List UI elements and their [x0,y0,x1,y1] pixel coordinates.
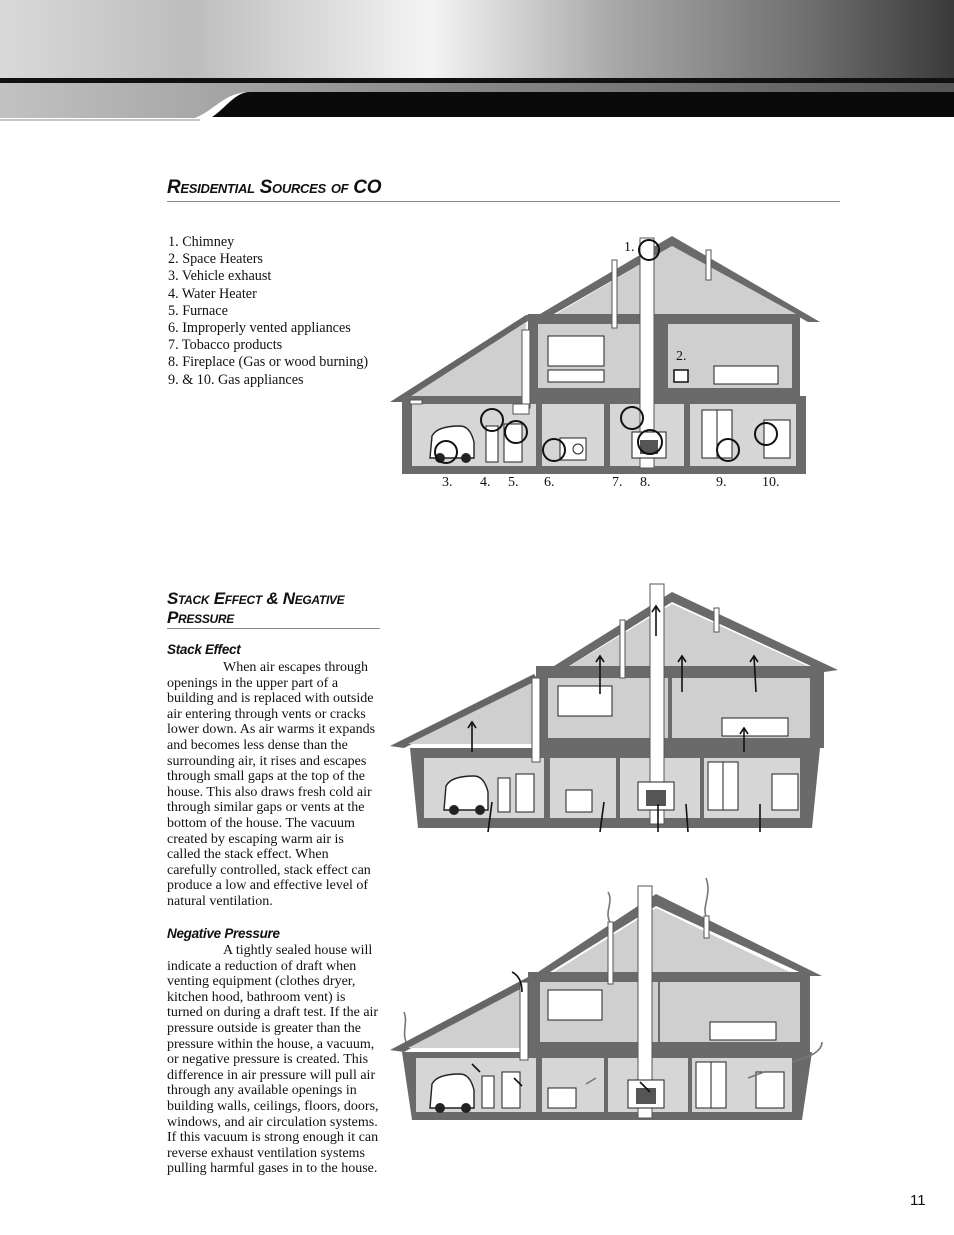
page-number: 11 [910,1192,926,1209]
list-item: 8. Fireplace (Gas or wood burning) [168,354,369,371]
callout-10: 10. [762,475,780,490]
negative-pressure-heading: Negative Pressure [167,926,280,941]
section-title-stack-effect [167,589,344,627]
negative-pressure-diagram [388,872,840,1126]
list-item: 2. Space Heaters [168,251,263,268]
stack-effect-heading: Stack Effect [167,642,241,657]
list-item: 3. Vehicle exhaust [168,268,272,285]
negative-pressure-paragraph: A tightly sealed house will indicate a reduction of draft when venting equipment (clothes dryer, kitchen hood, bathroom vent) is turned on during a draft test. If the air pressure outside is greater than the pressure within the house, a vacuum, or negative pressure is created. This difference in air pressure will pull air through any available openings in building walls, ceilings, floors, doors, windows, and air circulation systems. If this vacuum is strong enough it can reverse exhaust ventilation systems pulling harmful gases in to the house. [167,943,379,1177]
section-title-line1: Stack Effect & Negative [167,589,345,608]
section-rule [167,628,380,629]
callout-7: 7. [612,475,623,490]
header-band [0,0,954,122]
callout-1: 1. [624,240,635,255]
section-title-co-sources: Residential Sources of CO [167,177,382,198]
callout-2: 2. [676,349,687,364]
stack-effect-diagram [388,582,840,838]
callout-4: 4. [480,475,491,490]
list-item: 6. Improperly vented appliances [168,320,351,337]
house-co-sources-diagram [388,230,828,495]
section-rule [167,201,840,202]
list-item: 7. Tobacco products [168,337,283,354]
list-item: 1. Chimney [168,234,235,250]
list-item: 4. Water Heater [168,285,257,302]
co-sources-list [168,234,368,389]
stack-effect-paragraph: When air escapes through openings in the upper part of a building and is replaced with outside air entering through vents or cracks lower down. As air warms it expands and becomes less dense than the surrounding air, it rises and escapes through small gaps at the top of the house. This also draws fresh cold air through similar gaps or vents at the bottom of the house. The vacuum created by escaping warm air is called the stack effect. When carefully controlled, stack effect can produce a low and effective level of natural ventilation. [167,660,376,909]
list-item: 9. & 10. Gas appliances [168,371,304,388]
callout-3: 3. [442,475,453,490]
callout-5: 5. [508,475,519,490]
list-item: 5. Furnace [168,302,228,319]
callout-8: 8. [640,475,651,490]
section-title-line2: Pressure [167,608,234,627]
callout-9: 9. [716,475,727,490]
callout-6: 6. [544,475,555,490]
